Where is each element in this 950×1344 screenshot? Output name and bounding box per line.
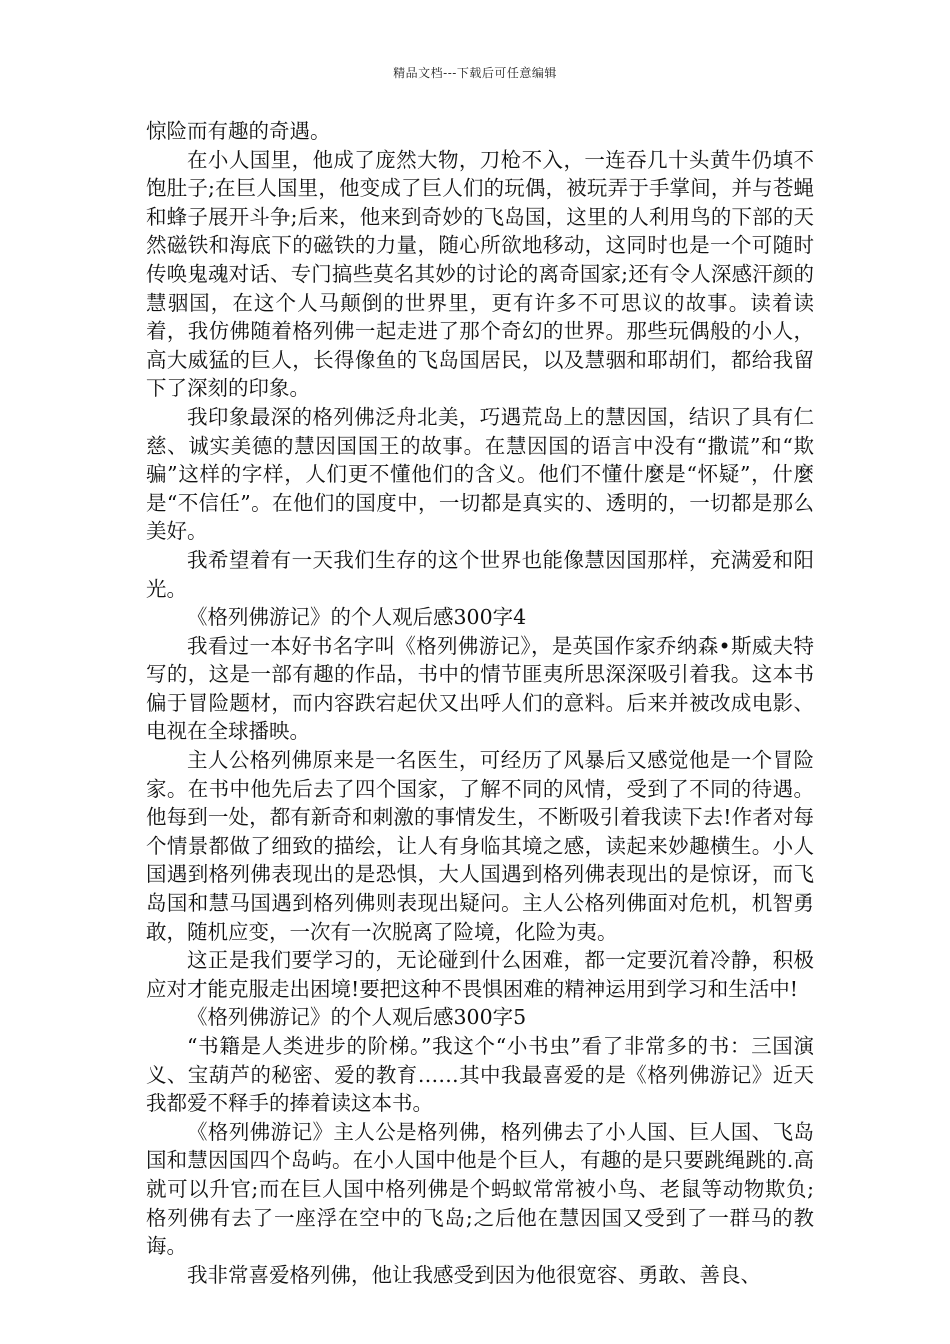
paragraph: 我印象最深的格列佛泛舟北美，巧遇荒岛上的慧因国，结识了具有仁慈、诚实美德的慧因国国王的故事。在慧因国的语言中没有“撒谎”和“欺骗”这样的字样，人们更不懂他们的含义。他们不懂什麼是“怀疑”，什麼是“不信任”。在他们的国度中，一切都是真实的、透明的，一切都是那么美好。 [146,404,814,544]
document-body [146,117,814,1289]
paragraph: 我看过一本好书名字叫《格列佛游记》，是英国作家乔纳森•斯威夫特写的，这是一部有趣的作品，书中的情节匪夷所思深深吸引着我。这本书偏于冒险题材，而内容跌宕起伏又出呼人们的意料。后来并被改成电影、电视在全球播映。 [146,633,814,744]
section-title: 《格列佛游记》的个人观后感300字5 [187,1005,527,1030]
paragraph: 主人公格列佛原来是一名医生，可经历了风暴后又感觉他是一个冒险家。在书中他先后去了四个国家，了解不同的风情，受到了不同的待遇。他每到一处，都有新奇和刺激的事情发生，不断吸引着我读下去!作者对每个情景都做了细致的描绘，让人有身临其境之感，读起来妙趣横生。小人国遇到格列佛表现出的是恐惧，大人国遇到格列佛表现出的是惊讶，而飞岛国和慧马国遇到格列佛则表现出疑问。主人公格列佛面对危机，机智勇敢，随机应变，一次有一次脱离了险境，化险为夷。 [146,748,814,944]
paragraph: 我非常喜爱格列佛，他让我感受到因为他很宽容、勇敢、善良、 [187,1262,761,1287]
paragraph: 在小人国里，他成了庞然大物，刀枪不入，一连吞几十头黄牛仍填不饱肚子;在巨人国里，他变成了巨人们的玩偶，被玩弄于手掌间，并与苍蝇和蜂子展开斗争;后来，他来到奇妙的飞岛国，这里的人利用鸟的下部的天然磁铁和海底下的磁铁的力量，随心所欲地移动，这同时也是一个可随时传唤鬼魂对话、专门搞些莫名其妙的讨论的离奇国家;还有令人深感汗颜的慧骃国，在这个人马颠倒的世界里，更有许多不可思议的故事。读着读着，我仿佛随着格列佛一起走进了那个奇幻的世界。那些玩偶般的小人，高大威猛的巨人，长得像鱼的飞岛国居民，以及慧骃和耶胡们，都给我留下了深刻的印象。 [146,147,814,401]
paragraph: 《格列佛游记》主人公是格列佛，格列佛去了小人国、巨人国、飞岛国和慧因国四个岛屿。在小人国中他是个巨人，有趣的是只要跳绳跳的.高就可以升官;而在巨人国中格列佛是个蚂蚁常常被小鸟、老鼠等动物欺负;格列佛有去了一座浮在空中的飞岛;之后他在慧因国又受到了一群马的教诲。 [146,1119,814,1259]
paragraph: 惊险而有趣的奇遇。 [146,119,331,143]
paragraph: “书籍是人类进步的阶梯。”我这个“小书虫”看了非常多的书：三国演义、宝葫芦的秘密、爱的教育……其中我最喜爱的是《格列佛游记》近天我都爱不释手的捧着读这本书。 [146,1034,814,1116]
page-header: 精品文档---下载后可任意编辑 [393,66,557,80]
paragraph: 我希望着有一天我们生存的这个世界也能像慧因国那样，充满爱和阳光。 [146,547,814,601]
section-title: 《格列佛游记》的个人观后感300字4 [187,605,527,630]
paragraph: 这正是我们要学习的，无论碰到什么困难，都一定要沉着冷静，积极应对才能克服走出困境!要把这种不畏惧困难的精神运用到学习和生活中! [146,948,814,1001]
